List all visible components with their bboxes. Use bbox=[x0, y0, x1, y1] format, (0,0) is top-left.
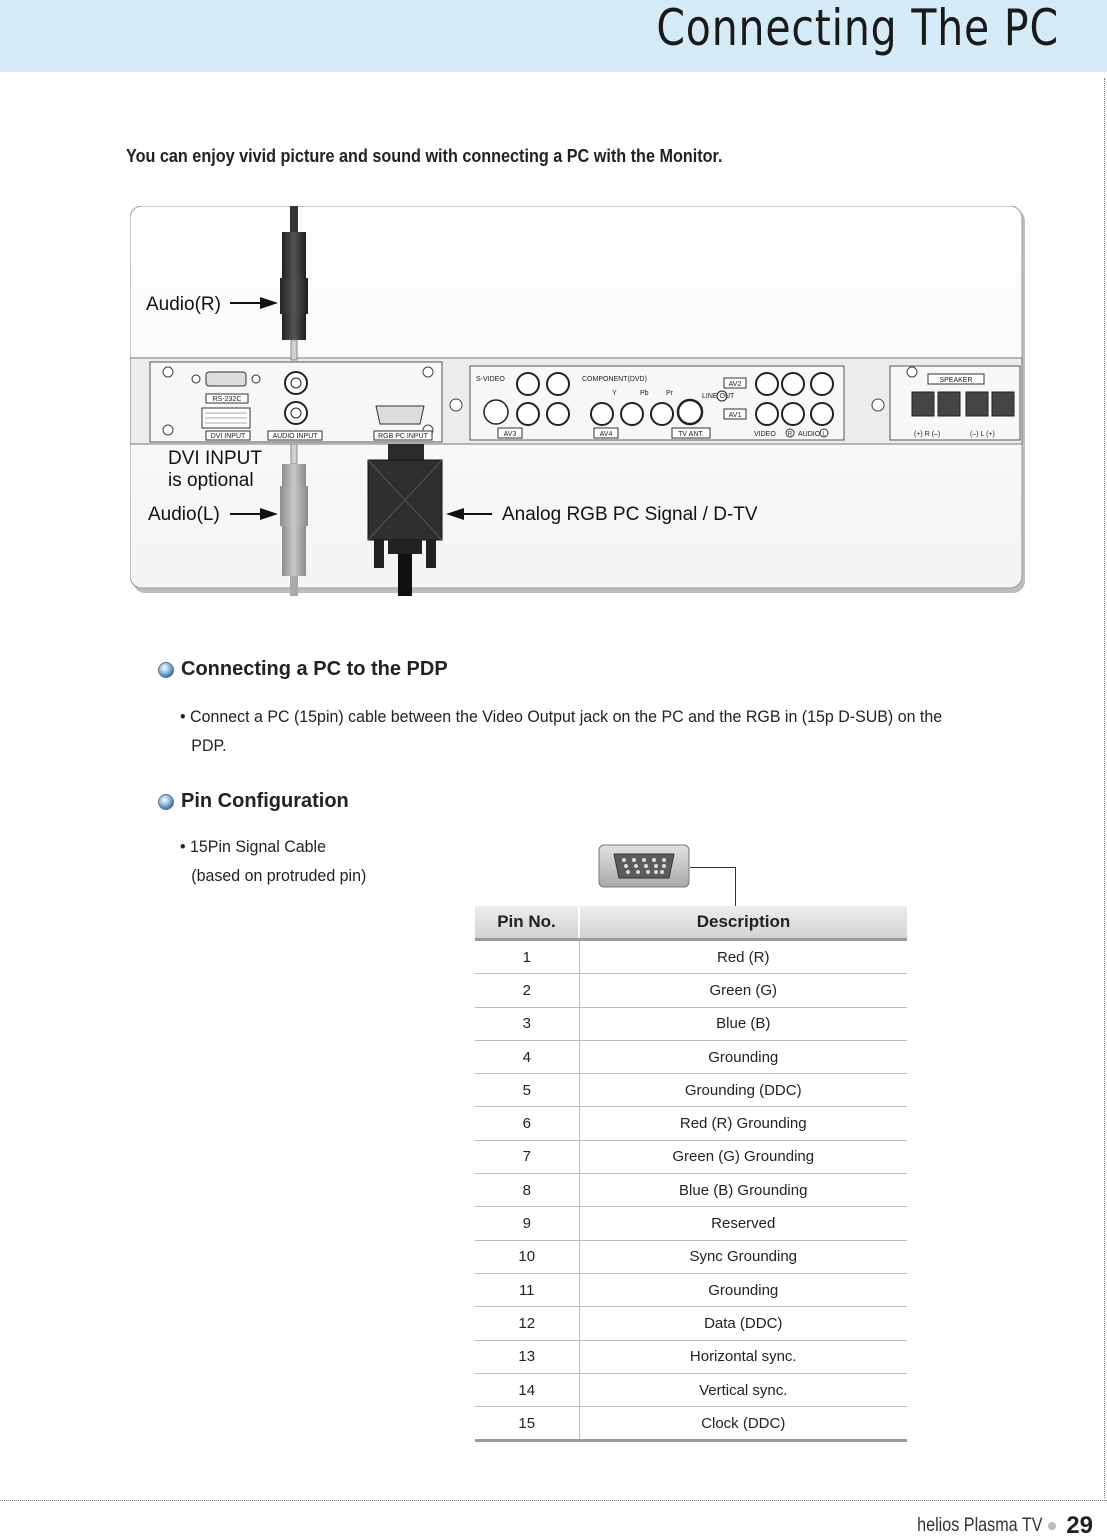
av1-label: AV1 bbox=[728, 412, 742, 419]
pin-description: Green (G) bbox=[579, 974, 907, 1007]
pin-number: 9 bbox=[475, 1207, 579, 1240]
pin-no-header: Pin No. bbox=[475, 906, 579, 940]
section-bullet-icon bbox=[158, 662, 174, 678]
pin-description: Grounding (DDC) bbox=[579, 1074, 907, 1107]
av4-label: AV4 bbox=[599, 431, 613, 438]
table-row bbox=[475, 1040, 907, 1073]
pr-label: Pr bbox=[666, 390, 673, 397]
connector-leader-horizontal bbox=[690, 867, 735, 868]
right-margin-rule bbox=[1104, 78, 1105, 1498]
tv-ant-jack bbox=[678, 400, 702, 424]
pin-number: 2 bbox=[475, 974, 579, 1007]
speaker-label: SPEAKER bbox=[939, 377, 973, 384]
y-label: Y bbox=[612, 390, 617, 397]
pin-number: 8 bbox=[475, 1174, 579, 1207]
rgb-thumbscrew-right bbox=[426, 540, 436, 568]
audio-r-plug-body bbox=[280, 278, 308, 314]
pin-description: Reserved bbox=[579, 1207, 907, 1240]
audio-r-callout: Audio(R) bbox=[146, 294, 221, 315]
table-row bbox=[475, 1074, 907, 1107]
connecting-pc-text bbox=[180, 702, 942, 760]
table-row bbox=[475, 1107, 907, 1140]
pin-config-line2: (based on protruded pin) bbox=[191, 866, 367, 885]
audio-r-plug-tip bbox=[291, 340, 297, 360]
table-row bbox=[475, 1273, 907, 1306]
section-connecting-pc-title: Connecting a PC to the PDP bbox=[181, 658, 448, 680]
footer-rule bbox=[0, 1500, 1107, 1501]
pin-number: 11 bbox=[475, 1273, 579, 1306]
pin-description: Blue (B) bbox=[579, 1007, 907, 1040]
pin-number: 12 bbox=[475, 1307, 579, 1340]
audio-label: AUDIO bbox=[798, 431, 821, 438]
table-row bbox=[475, 1140, 907, 1173]
pin-number: 4 bbox=[475, 1040, 579, 1073]
pin-number: 1 bbox=[475, 940, 579, 974]
pin-description: Red (R) Grounding bbox=[579, 1107, 907, 1140]
table-row bbox=[475, 1373, 907, 1406]
rgb-callout: Analog RGB PC Signal / D-TV bbox=[502, 504, 758, 525]
audio-l-plug-tip bbox=[291, 444, 297, 464]
section-connecting-pc bbox=[158, 658, 448, 681]
audio-r-marker-label: R bbox=[787, 431, 793, 438]
footer-brand: helios Plasma TV bbox=[916, 1515, 1043, 1536]
audio-l-plug-neck bbox=[282, 464, 306, 486]
pin-description: Blue (B) Grounding bbox=[579, 1174, 907, 1207]
connecting-pc-line2: PDP. bbox=[191, 736, 227, 755]
rgb-port bbox=[376, 406, 424, 424]
pin-description: Vertical sync. bbox=[579, 1373, 907, 1406]
audio-r-cable bbox=[290, 206, 298, 232]
speaker-polarity-r: (+) R (–) bbox=[914, 431, 941, 438]
pin-description: Green (G) Grounding bbox=[579, 1140, 907, 1173]
pin-number: 3 bbox=[475, 1007, 579, 1040]
pin-description: Grounding bbox=[579, 1040, 907, 1073]
audio-l-cable bbox=[290, 576, 298, 596]
intro-text: You can enjoy vivid picture and sound with connecting a PC with the Monitor. bbox=[126, 146, 723, 166]
rgb-pc-input-label: RGB PC INPUT bbox=[378, 433, 428, 440]
audio-input-label: AUDIO INPUT bbox=[272, 433, 318, 440]
pin-description: Grounding bbox=[579, 1273, 907, 1306]
pin-number: 10 bbox=[475, 1240, 579, 1273]
section-pin-configuration bbox=[158, 790, 349, 813]
pin-table bbox=[475, 906, 907, 1442]
table-row bbox=[475, 1340, 907, 1373]
rgb-cable bbox=[398, 554, 412, 596]
dvi-callout-line2: is optional bbox=[168, 470, 254, 491]
video-label: VIDEO bbox=[754, 431, 776, 438]
audio-l-plug-body bbox=[280, 486, 308, 526]
table-row bbox=[475, 1207, 907, 1240]
table-row bbox=[475, 940, 907, 974]
audio-r-plug-neck bbox=[282, 314, 306, 340]
pin-number: 15 bbox=[475, 1407, 579, 1441]
table-row bbox=[475, 974, 907, 1007]
av2-label: AV2 bbox=[728, 381, 742, 388]
connector-leader-vertical bbox=[735, 867, 736, 909]
page-number: 29 bbox=[1066, 1512, 1093, 1539]
rs232c-screw-left bbox=[192, 375, 200, 383]
dvi-callout-line1: DVI INPUT bbox=[168, 448, 262, 469]
audio-r-plug-grip bbox=[282, 232, 306, 278]
connection-diagram bbox=[130, 206, 1028, 596]
audio-l-callout: Audio(L) bbox=[148, 504, 220, 525]
rs232c-port bbox=[206, 372, 246, 386]
connecting-pc-line1: • Connect a PC (15pin) cable between the Video Output jack on the PC and the RGB in (15p D-SUB) on the bbox=[180, 707, 943, 726]
pin-configuration-text bbox=[180, 832, 366, 890]
pin-number: 7 bbox=[475, 1140, 579, 1173]
table-row bbox=[475, 1174, 907, 1207]
audio-jack-l-center bbox=[291, 408, 301, 418]
pin-config-line1: • 15Pin Signal Cable bbox=[180, 837, 326, 856]
line-out-label: LINE OUT bbox=[702, 393, 735, 400]
rgb-plug-strain bbox=[388, 540, 422, 554]
description-header: Description bbox=[579, 906, 907, 940]
pin-description: Horizontal sync. bbox=[579, 1340, 907, 1373]
pb-label: Pb bbox=[640, 390, 649, 397]
av3-label: AV3 bbox=[503, 431, 517, 438]
audio-l-marker-label: L bbox=[822, 431, 826, 438]
rgb-plug-shell bbox=[388, 444, 424, 460]
pin-description: Clock (DDC) bbox=[579, 1407, 907, 1441]
tv-ant-label: TV ANT. bbox=[678, 431, 704, 438]
speaker-polarity-l: (–) L (+) bbox=[970, 431, 995, 438]
table-row bbox=[475, 1307, 907, 1340]
table-row bbox=[475, 1240, 907, 1273]
section-bullet-icon bbox=[158, 794, 174, 810]
audio-l-plug-grip bbox=[282, 526, 306, 576]
pin-number: 5 bbox=[475, 1074, 579, 1107]
dsub-connector-image bbox=[598, 844, 690, 888]
pin-number: 13 bbox=[475, 1340, 579, 1373]
component-label: COMPONENT(DVD) bbox=[582, 376, 647, 383]
section-pin-configuration-title: Pin Configuration bbox=[181, 790, 349, 812]
audio-jack-r-center bbox=[291, 378, 301, 388]
pin-description: Sync Grounding bbox=[579, 1240, 907, 1273]
pin-description: Data (DDC) bbox=[579, 1307, 907, 1340]
table-row bbox=[475, 1407, 907, 1441]
s-video-label: S-VIDEO bbox=[476, 376, 505, 383]
pin-number: 14 bbox=[475, 1373, 579, 1406]
page-title: Connecting The PC bbox=[656, 0, 1059, 57]
rs232c-label: RS-232C bbox=[212, 396, 242, 403]
page-footer bbox=[895, 1512, 1093, 1540]
dvi-input-label: DVI INPUT bbox=[210, 433, 246, 440]
pin-table-header bbox=[475, 906, 907, 940]
table-row bbox=[475, 1007, 907, 1040]
rs232c-screw-right bbox=[252, 375, 260, 383]
pin-number: 6 bbox=[475, 1107, 579, 1140]
rgb-thumbscrew-left bbox=[374, 540, 384, 568]
footer-separator-icon bbox=[1048, 1522, 1056, 1530]
s-video-jack bbox=[484, 400, 508, 424]
pin-description: Red (R) bbox=[579, 940, 907, 974]
